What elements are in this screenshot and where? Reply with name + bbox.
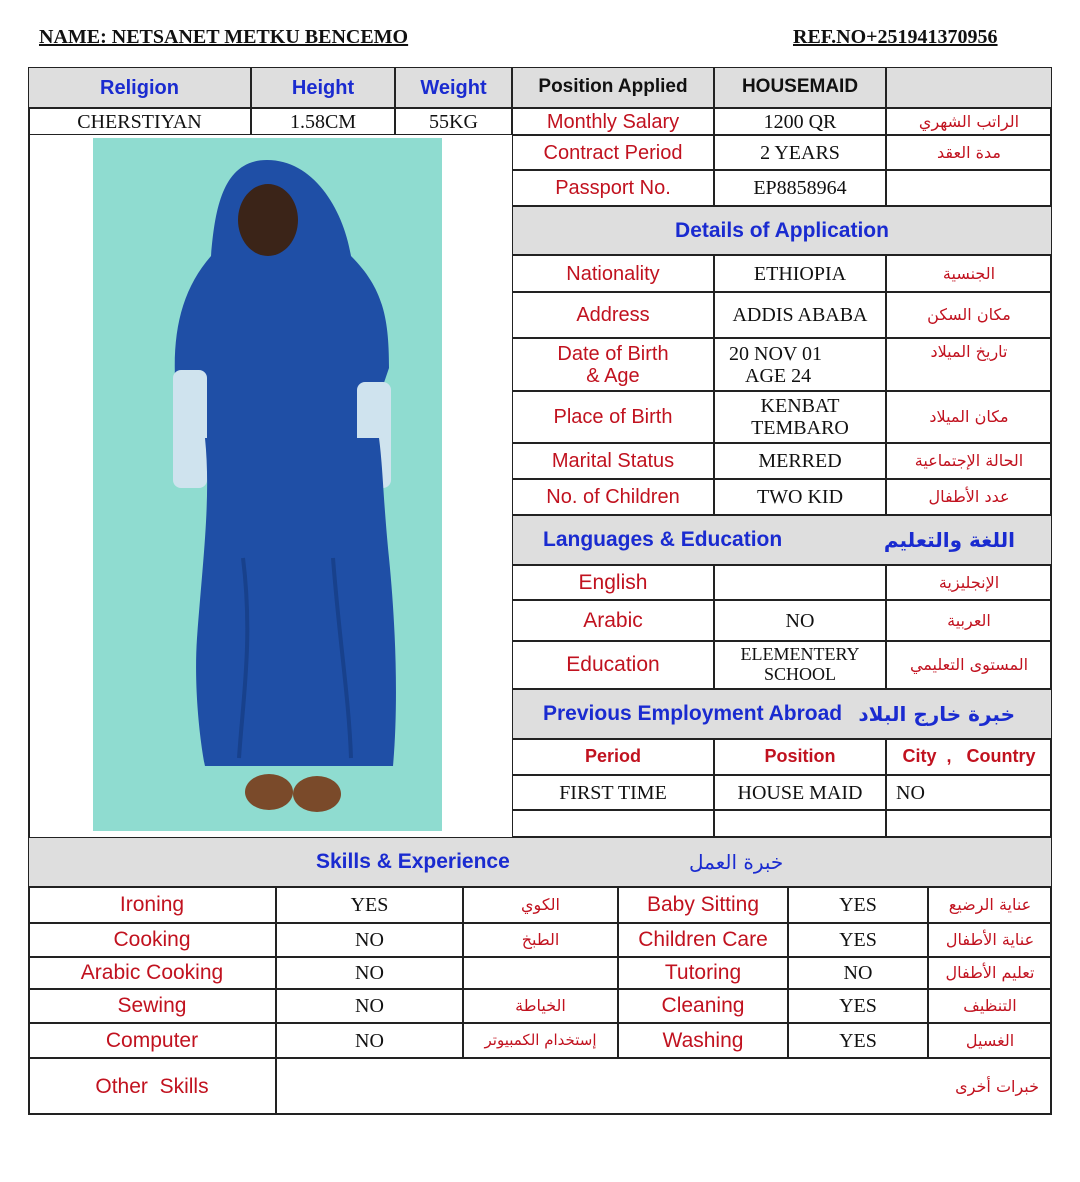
employment-period: FIRST TIME <box>512 775 714 810</box>
skill-arabic-arabic-cooking <box>463 957 618 989</box>
skill-arabic-children-care: عناية الأطفال <box>928 923 1052 957</box>
education-value-line2: SCHOOL <box>763 664 836 684</box>
employment-col-position: Position <box>714 739 886 775</box>
position-applied-value: HOUSEMAID <box>714 67 886 108</box>
dob-label <box>512 338 714 391</box>
education-label: Education <box>512 641 714 689</box>
skill-arabic-tutoring: تعليم الأطفال <box>928 957 1052 989</box>
passport-arabic <box>886 170 1052 206</box>
dob-label-line2: & Age <box>586 364 640 387</box>
monthly-salary-label: Monthly Salary <box>512 108 714 135</box>
skill-label-tutoring: Tutoring <box>618 957 788 989</box>
skills-heading-text: Skills & Experience <box>316 850 510 874</box>
reference-number: REF.NO+251941370956 <box>793 26 998 48</box>
education-value-line1: ELEMENTERY <box>740 644 860 665</box>
nationality-value: ETHIOPIA <box>714 255 886 292</box>
skill-label-computer: Computer <box>28 1023 276 1058</box>
employment-heading-text: Previous Employment Abroad <box>543 702 843 726</box>
dob-arabic: تاريخ الميلاد <box>886 338 1052 391</box>
employment-empty-position <box>714 810 886 837</box>
skill-label-cooking: Cooking <box>28 923 276 957</box>
skill-value-ironing: YES <box>276 887 463 923</box>
monthly-salary-arabic: الراتب الشهري <box>886 108 1052 135</box>
marital-label: Marital Status <box>512 443 714 479</box>
dob-value-date: 20 NOV 01 <box>729 342 822 365</box>
skill-label-sewing: Sewing <box>28 989 276 1023</box>
marital-arabic: الحالة الإجتماعية <box>886 443 1052 479</box>
skills-heading <box>28 837 1052 887</box>
height-value: 1.58CM <box>251 108 395 135</box>
pob-value-line2: TEMBARO <box>751 417 849 439</box>
applicant-name: NAME: NETSANET METKU BENCEMO <box>39 26 409 48</box>
skill-label-children-care: Children Care <box>618 923 788 957</box>
skill-arabic-ironing: الكوي <box>463 887 618 923</box>
skill-arabic-computer: إستخدام الكمبيوتر <box>463 1023 618 1058</box>
nationality-label: Nationality <box>512 255 714 292</box>
other-skills-arabic: خبرات أخرى <box>955 1076 1039 1096</box>
arabic-arabic: العربية <box>886 600 1052 641</box>
address-value: ADDIS ABABA <box>714 292 886 338</box>
english-label: English <box>512 565 714 600</box>
skill-value-baby-sitting: YES <box>788 887 928 923</box>
pob-value <box>714 391 886 443</box>
children-label: No. of Children <box>512 479 714 515</box>
dob-label-line1: Date of Birth <box>557 342 669 365</box>
position-applied-arabic <box>886 67 1052 108</box>
skill-value-tutoring: NO <box>788 957 928 989</box>
children-arabic: عدد الأطفال <box>886 479 1052 515</box>
dob-value-age: AGE 24 <box>745 364 812 387</box>
education-arabic: المستوى التعليمي <box>886 641 1052 689</box>
education-value <box>714 641 886 689</box>
skill-arabic-baby-sitting: عناية الرضيع <box>928 887 1052 923</box>
position-applied-label: Position Applied <box>512 67 714 108</box>
skill-value-arabic-cooking: NO <box>276 957 463 989</box>
arabic-label: Arabic <box>512 600 714 641</box>
skill-value-sewing: NO <box>276 989 463 1023</box>
religion-label: Religion <box>28 67 251 108</box>
height-label: Height <box>251 67 395 108</box>
employment-empty-period <box>512 810 714 837</box>
address-arabic: مكان السكن <box>886 292 1052 338</box>
applicant-photo <box>93 138 442 831</box>
pob-value-line1: KENBAT <box>760 395 840 417</box>
children-value: TWO KID <box>714 479 886 515</box>
contract-period-arabic: مدة العقد <box>886 135 1052 170</box>
employment-city: NO <box>886 775 1052 810</box>
skill-label-arabic-cooking: Arabic Cooking <box>28 957 276 989</box>
employment-col-period: Period <box>512 739 714 775</box>
weight-label: Weight <box>395 67 512 108</box>
employment-heading <box>512 689 1052 739</box>
skill-value-computer: NO <box>276 1023 463 1058</box>
arabic-value: NO <box>714 600 886 641</box>
applicant-photo-illustration <box>93 138 442 831</box>
other-skills-value <box>276 1058 1052 1115</box>
employment-empty-city <box>886 810 1052 837</box>
contract-period-value: 2 YEARS <box>714 135 886 170</box>
employment-position: HOUSE MAID <box>714 775 886 810</box>
languages-heading <box>512 515 1052 565</box>
weight-value: 55KG <box>395 108 512 135</box>
monthly-salary-value: 1200 QR <box>714 108 886 135</box>
skill-arabic-cooking: الطبخ <box>463 923 618 957</box>
skills-heading-arabic: خبرة العمل <box>689 850 784 874</box>
skill-arabic-sewing: الخياطة <box>463 989 618 1023</box>
marital-value: MERRED <box>714 443 886 479</box>
address-label: Address <box>512 292 714 338</box>
skill-value-cooking: NO <box>276 923 463 957</box>
other-skills-label: Other Skills <box>28 1058 276 1115</box>
skill-label-washing: Washing <box>618 1023 788 1058</box>
religion-value: CHERSTIYAN <box>28 108 251 135</box>
skill-arabic-washing: الغسيل <box>928 1023 1052 1058</box>
nationality-arabic: الجنسية <box>886 255 1052 292</box>
skill-value-children-care: YES <box>788 923 928 957</box>
pob-label: Place of Birth <box>512 391 714 443</box>
passport-value: EP8858964 <box>714 170 886 206</box>
passport-label: Passport No. <box>512 170 714 206</box>
skill-label-ironing: Ironing <box>28 887 276 923</box>
skill-label-baby-sitting: Baby Sitting <box>618 887 788 923</box>
employment-heading-arabic: خبرة خارج البلاد <box>858 702 1015 726</box>
skill-label-cleaning: Cleaning <box>618 989 788 1023</box>
english-arabic: الإنجليزية <box>886 565 1052 600</box>
languages-heading-text: Languages & Education <box>543 528 783 552</box>
employment-col-city: City , Country <box>886 739 1052 775</box>
details-heading: Details of Application <box>512 206 1052 255</box>
contract-period-label: Contract Period <box>512 135 714 170</box>
skill-arabic-cleaning: التنظيف <box>928 989 1052 1023</box>
english-value <box>714 565 886 600</box>
dob-value <box>714 338 886 391</box>
skill-value-cleaning: YES <box>788 989 928 1023</box>
skill-value-washing: YES <box>788 1023 928 1058</box>
pob-arabic: مكان الميلاد <box>886 391 1052 443</box>
languages-heading-arabic: اللغة والتعليم <box>883 528 1015 552</box>
